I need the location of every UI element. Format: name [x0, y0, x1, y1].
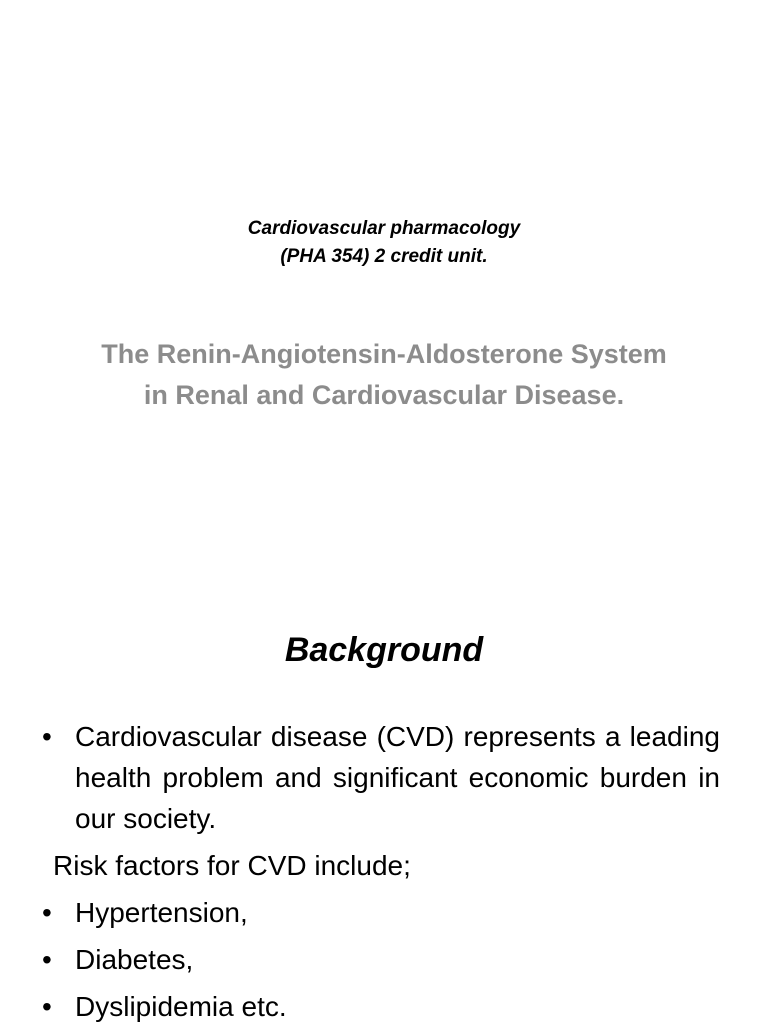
bullet-list: [0, 716, 768, 1033]
course-title: [0, 215, 768, 271]
list-item: [0, 986, 768, 1027]
bullet-icon: •: [42, 991, 52, 1022]
list-item-text: Hypertension,: [75, 897, 248, 928]
background-slide: [0, 576, 768, 1024]
bullet-icon: •: [42, 897, 52, 928]
section-heading: Background: [284, 631, 484, 669]
list-item-text: Cardiovascular disease (CVD) represents a leading health problem and significant economic burden in our society.: [75, 721, 720, 834]
bullet-icon: •: [42, 944, 52, 975]
list-item: [0, 892, 768, 933]
list-item: [0, 716, 768, 839]
list-item-text: Risk factors for CVD include;: [53, 850, 411, 881]
list-item: [0, 939, 768, 980]
list-item: [0, 845, 768, 886]
course-title-line-2: (PHA 354) 2 credit unit.: [280, 246, 488, 267]
list-item-text: Diabetes,: [75, 944, 194, 975]
bullet-icon: •: [42, 721, 52, 752]
list-item-text: Dyslipidemia etc.: [75, 991, 287, 1022]
lecture-subtitle: The Renin-Angiotensin-Aldosterone System in Renal and Cardiovascular Disease.: [101, 339, 667, 410]
course-title-line-1: Cardiovascular pharmacology: [247, 218, 521, 239]
